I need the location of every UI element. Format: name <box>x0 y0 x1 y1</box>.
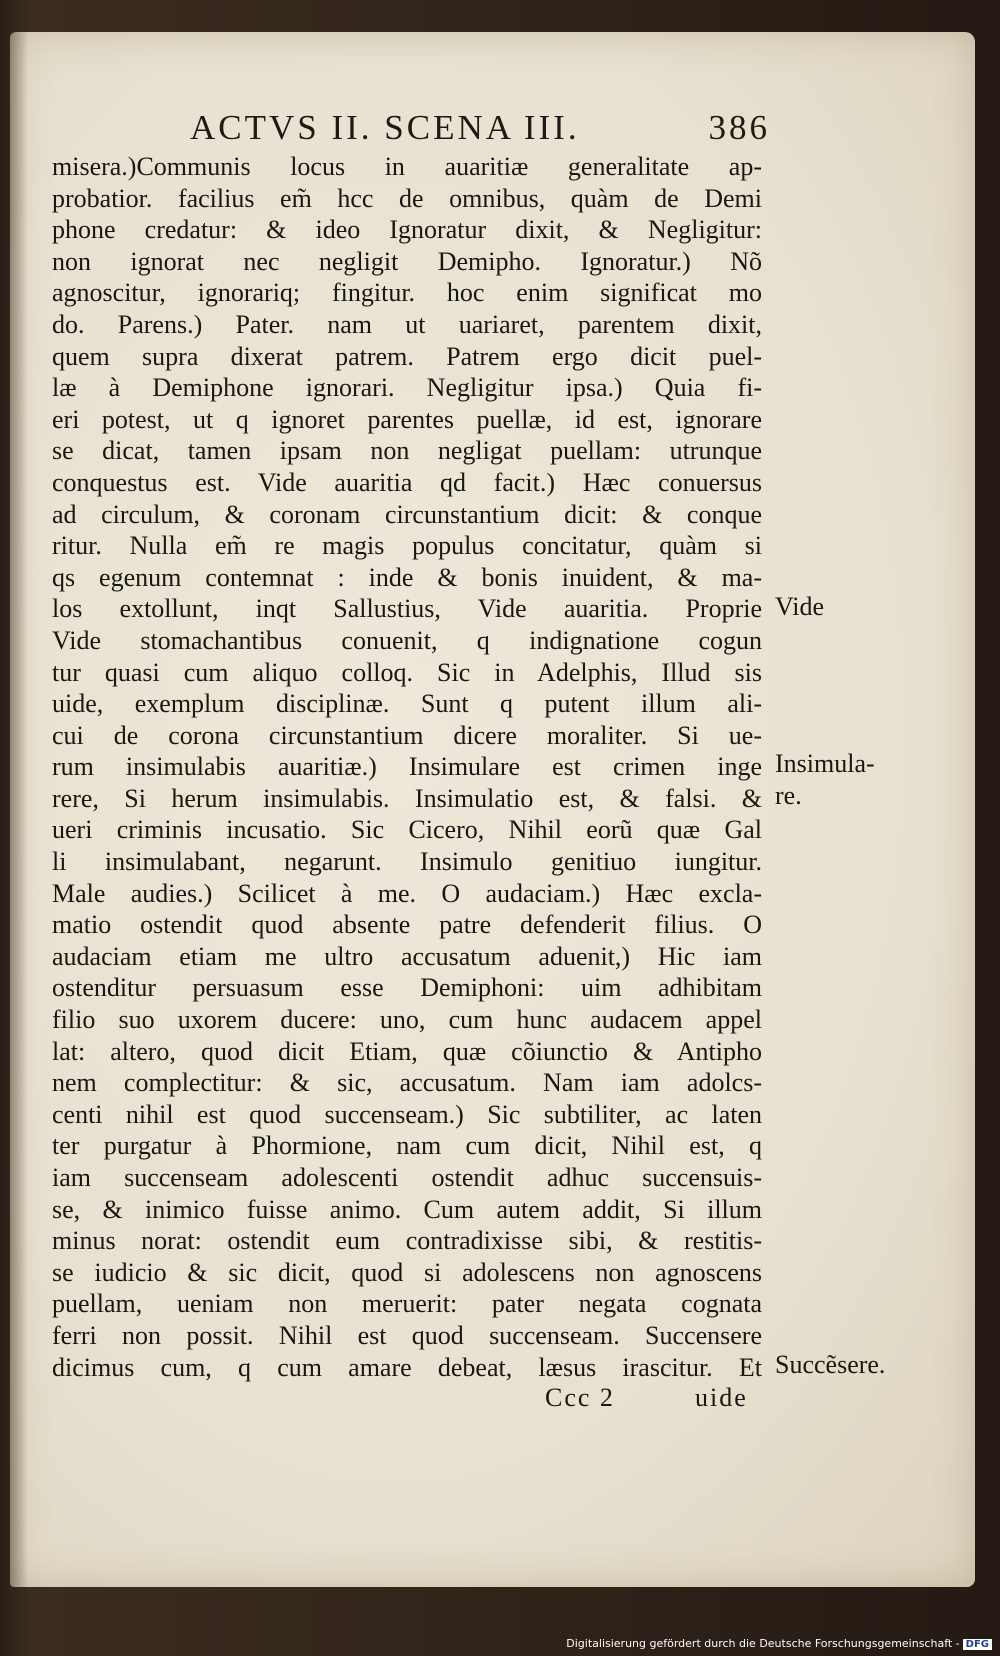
text-line: uide, exemplum disciplinæ. Sunt q putent illum ali- <box>52 689 762 719</box>
commentary-text <box>52 151 762 1383</box>
text-line: rere, Si herum insimulabis. Insimulatio est, & falsi. & <box>52 783 762 813</box>
text-line: conquestus est. Vide auaritia qd facit.) Hæc conuersus <box>52 467 762 497</box>
text-line: se dicat, tamen ipsam non negligat puellam: utrunque <box>52 436 762 466</box>
dfg-logo: DFG <box>963 1639 992 1650</box>
text-line: matio ostendit quod absente patre defenderit filius. O <box>52 910 762 940</box>
text-line: ad circulum, & coronam circunstantium dicit: & conque <box>52 499 762 529</box>
digitization-credit <box>566 1637 992 1650</box>
credit-text: Digitalisierung gefördert durch die Deutsche Forschungsgemeinschaft - <box>566 1637 960 1650</box>
text-line: probatior. facilius em̃ hcc de omnibus, quàm de Demi <box>52 183 762 213</box>
text-line: non ignorat nec negligit Demipho. Ignoratur.) Nõ <box>52 246 762 276</box>
text-line: phone credatur: & ideo Ignoratur dixit, & Negligitur: <box>52 215 762 245</box>
text-line: tur quasi cum aliquo colloq. Sic in Adelphis, Illud sis <box>52 657 762 687</box>
text-line: ferri non possit. Nihil est quod succenseam. Succensere <box>52 1320 762 1350</box>
text-line: centi nihil est quod succenseam.) Sic subtiliter, ac laten <box>52 1099 762 1129</box>
text-line: ueri criminis incusatio. Sic Cicero, Nihil eorũ quæ Gal <box>52 815 762 845</box>
text-line: audaciam etiam me ultro accusatum aduenit,) Hic iam <box>52 941 762 971</box>
catchword: uide <box>695 1383 748 1412</box>
running-header <box>190 108 770 152</box>
text-line: læ à Demiphone ignorari. Negligitur ipsa.) Quia fi- <box>52 373 762 403</box>
text-line: ter purgatur à Phormione, nam cum dicit, Nihil est, q <box>52 1131 762 1161</box>
text-line: do. Parens.) Pater. nam ut uariaret, parentem dixit, <box>52 309 762 339</box>
text-line: quem supra dixerat patrem. Patrem ergo dicit puel- <box>52 341 762 371</box>
margin-note-insimulare-2: re. <box>775 781 802 810</box>
text-line: nem complectitur: & sic, accusatum. Nam iam adolcs- <box>52 1068 762 1098</box>
text-line: ostenditur persuasum esse Demiphoni: uim adhibitam <box>52 973 762 1003</box>
text-line: qs egenum contemnat : inde & bonis inuident, & ma- <box>52 562 762 592</box>
margin-note-succensere: Succẽsere. <box>775 1350 886 1379</box>
margin-note-insimulare-1: Insimula- <box>775 749 875 778</box>
running-title: ACTVS II. SCENA III. <box>190 108 580 147</box>
margin-note-vide: Vide <box>775 592 824 621</box>
page-number: 386 <box>708 108 770 147</box>
text-line: eri potest, ut q ignoret parentes puellæ, id est, ignorare <box>52 404 762 434</box>
text-line: misera.)Communis locus in auaritiæ generalitate ap- <box>52 152 762 181</box>
signature-mark: Ccc 2 <box>545 1383 615 1412</box>
text-line: iam succenseam adolescenti ostendit adhuc succensuis- <box>52 1163 762 1192</box>
text-line: li insimulabant, negarunt. Insimulo genitiuo iungitur. <box>52 847 762 877</box>
text-line: los extollunt, inqt Sallustius, Vide auaritia. Proprie <box>52 594 762 624</box>
text-line: se iudicio & sic dicit, quod si adolescens non agnoscens <box>52 1257 762 1287</box>
text-line: rum insimulabis auaritiæ.) Insimulare est crimen inge <box>52 752 762 782</box>
text-line: cui de corona circunstantium dicere moraliter. Si ue- <box>52 720 762 750</box>
text-line: minus norat: ostendit eum contradixisse sibi, & restitis- <box>52 1226 762 1256</box>
text-line: se, & inimico fuisse animo. Cum autem addit, Si illum <box>52 1194 762 1224</box>
text-line: Vide stomachantibus conuenit, q indignatione cogun <box>52 625 762 655</box>
text-line: agnoscitur, ignorariq; fingitur. hoc enim significat mo <box>52 278 762 308</box>
text-line: ritur. Nulla em̃ re magis populus concitatur, quàm si <box>52 531 762 561</box>
text-line: filio suo uxorem ducere: uno, cum hunc audacem appel <box>52 1005 762 1035</box>
text-line: dicimus cum, q cum amare debeat, læsus irascitur. Et <box>52 1352 762 1382</box>
spine-shadow <box>10 32 28 1587</box>
text-line: puellam, ueniam non meruerit: pater negata cognata <box>52 1289 762 1319</box>
text-line: Male audies.) Scilicet à me. O audaciam.) Hæc excla- <box>52 878 762 908</box>
text-line: lat: altero, quod dicit Etiam, quæ cõiunctio & Antipho <box>52 1036 762 1066</box>
